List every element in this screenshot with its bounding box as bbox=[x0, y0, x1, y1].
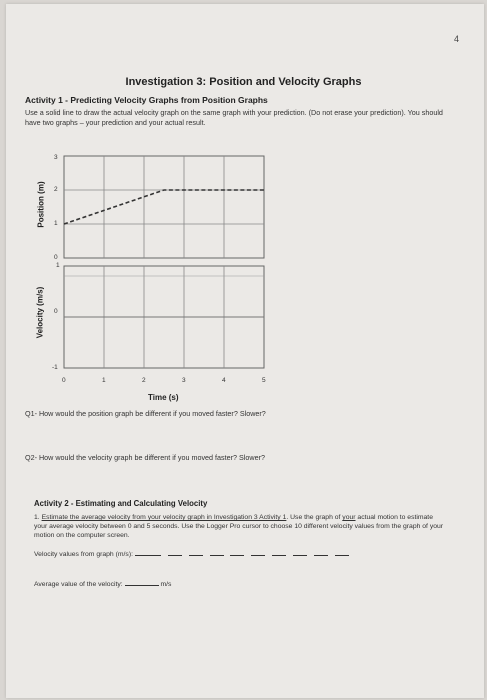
activity-2-title: Activity 2 - Estimating and Calculating Velocity bbox=[34, 499, 208, 508]
velocity-graph-grid bbox=[64, 266, 264, 368]
step-1-your: your bbox=[342, 514, 356, 521]
step-1-middle: . Use the graph of bbox=[286, 514, 343, 521]
question-1: Q1- How would the position graph be different if you moved faster? Slower? bbox=[25, 409, 266, 418]
answer-blank[interactable] bbox=[314, 555, 328, 556]
answer-blank[interactable] bbox=[210, 555, 224, 556]
activity-2-step-1 bbox=[34, 513, 444, 540]
time-axis-label: Time (s) bbox=[148, 393, 179, 402]
position-prediction-line bbox=[64, 190, 264, 224]
answer-blank[interactable] bbox=[230, 555, 244, 556]
velocity-axis-label: Velocity (m/s) bbox=[35, 286, 45, 339]
position-axis-label: Position (m) bbox=[36, 181, 46, 228]
page-title: Investigation 3: Position and Velocity Graphs bbox=[125, 76, 362, 88]
time-tick-label: 4 bbox=[222, 377, 226, 384]
position-tick-label: 2 bbox=[54, 186, 58, 193]
answer-blank[interactable] bbox=[335, 555, 349, 556]
time-tick-label: 1 bbox=[102, 377, 106, 384]
step-1-rest: actual motion to estimate your average velocity between 0 and 5 seconds. Use the Logger Pro cursor to choose 10 different velocity values from the graph of your motion on the computer screen. bbox=[34, 514, 444, 539]
answer-blank[interactable] bbox=[168, 555, 182, 556]
prediction-dashed-line bbox=[64, 190, 264, 224]
velocity-values-label: Velocity values from graph (m/s): bbox=[34, 551, 133, 558]
instructions-text: Use a solid line to draw the actual velocity graph on the same graph with your prediction. (Do not erase your prediction). You should have two graphs – your prediction and your actual result. bbox=[25, 108, 443, 127]
answer-blank[interactable] bbox=[251, 555, 265, 556]
position-tick-label: 1 bbox=[54, 220, 58, 227]
average-velocity-unit: m/s bbox=[160, 581, 172, 588]
average-velocity-blank[interactable] bbox=[125, 585, 159, 586]
velocity-tick-label: 1 bbox=[56, 262, 60, 269]
step-1-underlined-text: Estimate the average velocity from your velocity graph in Investigation 3 Activity 1 bbox=[41, 514, 287, 521]
time-tick-label: 3 bbox=[182, 377, 186, 384]
answer-blank[interactable] bbox=[189, 555, 203, 556]
position-graph-frame bbox=[64, 156, 264, 258]
average-velocity-row bbox=[34, 581, 171, 588]
answer-blank[interactable] bbox=[293, 555, 307, 556]
velocity-values-row bbox=[34, 551, 349, 558]
velocity-tick-label: -1 bbox=[52, 364, 58, 371]
position-tick-label: 0 bbox=[54, 254, 58, 261]
answer-blank[interactable] bbox=[135, 555, 161, 556]
average-velocity-label: Average value of the velocity: bbox=[34, 581, 123, 588]
page-number: 4 bbox=[453, 34, 459, 44]
time-tick-label: 0 bbox=[62, 377, 66, 384]
velocity-tick-label: 0 bbox=[54, 308, 58, 315]
step-1-number: 1. bbox=[34, 514, 42, 521]
position-graph-grid bbox=[64, 156, 264, 258]
answer-blank[interactable] bbox=[272, 555, 286, 556]
time-tick-label: 5 bbox=[262, 377, 266, 384]
position-tick-label: 3 bbox=[54, 154, 58, 161]
question-2: Q2- How would the velocity graph be different if you moved faster? Slower? bbox=[25, 453, 265, 462]
time-tick-label: 2 bbox=[142, 377, 146, 384]
activity-subtitle: Activity 1 - Predicting Velocity Graphs from Position Graphs bbox=[25, 95, 268, 105]
